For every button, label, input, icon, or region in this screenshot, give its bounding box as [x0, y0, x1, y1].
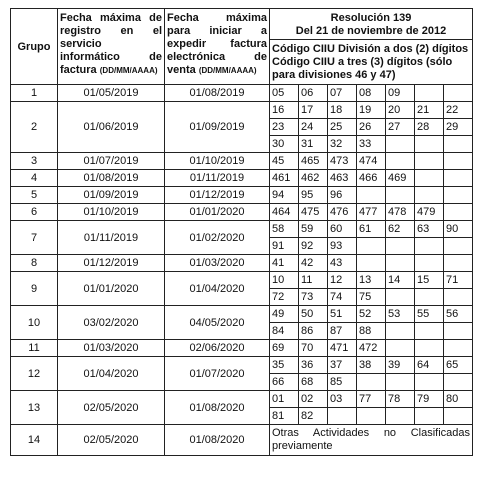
ciiu-code-cell: 474	[357, 153, 386, 170]
table-row	[11, 221, 473, 238]
ciiu-code-cell: 93	[328, 238, 357, 255]
header-fecha-registro-text: Fecha máxima de registro en el servicio informático de factura	[60, 12, 162, 76]
ciiu-code-cell: 64	[415, 357, 444, 374]
ciiu-code-cell: 09	[386, 85, 415, 102]
ciiu-code-cell: 31	[299, 136, 328, 153]
ciiu-code-cell: 12	[328, 272, 357, 289]
expedir-date-cell: 01/07/2020	[165, 357, 270, 391]
expedir-date-cell: 02/06/2020	[165, 340, 270, 357]
table-row	[11, 272, 473, 289]
grupo-cell: 10	[11, 306, 58, 340]
ciiu-code-cell: 18	[328, 102, 357, 119]
ciiu-code-cell: 58	[270, 221, 299, 238]
registro-date-cell: 01/09/2019	[58, 187, 165, 204]
expedir-date-cell: 01/01/2020	[165, 204, 270, 221]
ciiu-code-cell: 461	[270, 170, 299, 187]
registro-date-cell: 01/07/2019	[58, 153, 165, 170]
expedir-date-cell: 01/04/2020	[165, 272, 270, 306]
ciiu-code-cell: 32	[328, 136, 357, 153]
ciiu-code-cell: 45	[270, 153, 299, 170]
expedir-date-cell: 01/03/2020	[165, 255, 270, 272]
expedir-date-cell: 01/08/2020	[165, 425, 270, 456]
expedir-date-cell: 01/11/2019	[165, 170, 270, 187]
ciiu-code-cell: 84	[270, 323, 299, 340]
grupo-cell: 1	[11, 85, 58, 102]
ciiu-code-cell: 43	[328, 255, 357, 272]
expedir-date-cell: 01/10/2019	[165, 153, 270, 170]
ciiu-code-cell	[415, 340, 444, 357]
ciiu-code-cell	[415, 238, 444, 255]
ciiu-code-cell: 82	[299, 408, 328, 425]
ciiu-code-cell: 01	[270, 391, 299, 408]
ciiu-code-cell	[415, 323, 444, 340]
registro-date-cell: 01/10/2019	[58, 204, 165, 221]
ciiu-code-cell: 36	[299, 357, 328, 374]
ciiu-code-cell: 74	[328, 289, 357, 306]
ciiu-code-cell: 16	[270, 102, 299, 119]
ciiu-code-cell: 66	[270, 374, 299, 391]
ciiu-code-cell: 91	[270, 238, 299, 255]
ciiu-code-cell	[415, 255, 444, 272]
ciiu-code-cell: 53	[386, 306, 415, 323]
table-row	[11, 306, 473, 323]
ciiu-code-cell: 70	[299, 340, 328, 357]
ciiu-code-cell	[444, 187, 473, 204]
table-row	[11, 425, 473, 456]
header-resolucion-date: Del 21 de noviembre de 2012	[295, 25, 447, 37]
ciiu-code-cell: 71	[444, 272, 473, 289]
ciiu-code-cell: 23	[270, 119, 299, 136]
ciiu-code-cell: 49	[270, 306, 299, 323]
grupo-cell: 8	[11, 255, 58, 272]
registro-date-cell: 01/08/2019	[58, 170, 165, 187]
ciiu-code-cell: 30	[270, 136, 299, 153]
ciiu-code-cell	[444, 170, 473, 187]
grupo-cell: 7	[11, 221, 58, 255]
ciiu-code-cell: 17	[299, 102, 328, 119]
ciiu-code-cell: 61	[357, 221, 386, 238]
ciiu-code-cell: 465	[299, 153, 328, 170]
ciiu-code-cell	[386, 255, 415, 272]
electronic-invoice-schedule-table	[10, 8, 473, 456]
ciiu-code-cell: 26	[357, 119, 386, 136]
registro-date-cell: 01/05/2019	[58, 85, 165, 102]
ciiu-code-cell: 22	[444, 102, 473, 119]
ciiu-code-cell: 21	[415, 102, 444, 119]
grupo-cell: 9	[11, 272, 58, 306]
grupo-cell: 3	[11, 153, 58, 170]
ciiu-code-cell	[444, 408, 473, 425]
ciiu-code-cell: 90	[444, 221, 473, 238]
ciiu-code-cell: 28	[415, 119, 444, 136]
ciiu-code-cell: 96	[328, 187, 357, 204]
ciiu-code-cell: 20	[386, 102, 415, 119]
ciiu-code-cell	[444, 340, 473, 357]
ciiu-code-cell: 10	[270, 272, 299, 289]
ciiu-code-cell: 29	[444, 119, 473, 136]
table-row	[11, 85, 473, 102]
ciiu-code-cell: 87	[328, 323, 357, 340]
table-row	[11, 204, 473, 221]
ciiu-code-cell: 56	[444, 306, 473, 323]
ciiu-code-cell: 469	[386, 170, 415, 187]
table-row	[11, 357, 473, 374]
ciiu-code-cell: 73	[299, 289, 328, 306]
ciiu-code-cell	[415, 408, 444, 425]
header-fecha-expedir	[165, 9, 270, 85]
header-fecha-expedir-text: Fecha máxima para iniciar a expedir factura electrónica de venta	[167, 12, 267, 76]
ciiu-code-cell	[386, 408, 415, 425]
ciiu-code-cell: 88	[357, 323, 386, 340]
ciiu-code-cell	[357, 238, 386, 255]
ciiu-code-cell	[444, 153, 473, 170]
table-row	[11, 153, 473, 170]
registro-date-cell: 01/11/2019	[58, 221, 165, 255]
grupo-cell: 6	[11, 204, 58, 221]
grupo-cell: 14	[11, 425, 58, 456]
expedir-date-cell: 01/12/2019	[165, 187, 270, 204]
ciiu-code-cell: 03	[328, 391, 357, 408]
ciiu-code-cell: 06	[299, 85, 328, 102]
table-row	[11, 170, 473, 187]
ciiu-code-cell	[386, 340, 415, 357]
ciiu-code-cell: 92	[299, 238, 328, 255]
ciiu-code-cell	[386, 136, 415, 153]
ciiu-code-cell: 08	[357, 85, 386, 102]
header-fecha-registro-format: (DD/MM/AAAA)	[99, 66, 158, 75]
ciiu-code-cell: 35	[270, 357, 299, 374]
registro-date-cell: 01/12/2019	[58, 255, 165, 272]
ciiu-code-cell	[444, 204, 473, 221]
header-codigo-tres: Código CIIU a tres (3) dígitos (sólo para divisiones 46 y 47)	[272, 55, 453, 81]
ciiu-code-cell	[415, 289, 444, 306]
header-grupo: Grupo	[11, 9, 58, 85]
ciiu-code-cell: 38	[357, 357, 386, 374]
header-codigos	[270, 40, 473, 85]
ciiu-code-cell: 77	[357, 391, 386, 408]
ciiu-code-cell: 473	[328, 153, 357, 170]
ciiu-code-cell: 11	[299, 272, 328, 289]
ciiu-code-cell: 78	[386, 391, 415, 408]
ciiu-code-cell	[357, 374, 386, 391]
ciiu-code-cell	[415, 136, 444, 153]
ciiu-code-cell: 466	[357, 170, 386, 187]
ciiu-code-cell: 463	[328, 170, 357, 187]
ciiu-code-cell: 86	[299, 323, 328, 340]
ciiu-code-cell: 85	[328, 374, 357, 391]
ciiu-code-cell: 52	[357, 306, 386, 323]
header-codigo-dos: Código CIIU División a dos (2) dígitos	[272, 42, 469, 55]
ciiu-code-cell: 07	[328, 85, 357, 102]
grupo-cell: 2	[11, 102, 58, 153]
ciiu-code-cell: 478	[386, 204, 415, 221]
expedir-date-cell: 01/08/2020	[165, 391, 270, 425]
grupo-cell: 13	[11, 391, 58, 425]
ciiu-code-cell: 60	[328, 221, 357, 238]
ciiu-code-cell: 55	[415, 306, 444, 323]
ciiu-code-cell: 464	[270, 204, 299, 221]
schedule-table-body	[11, 85, 473, 456]
ciiu-code-cell: 33	[357, 136, 386, 153]
ciiu-code-cell: 477	[357, 204, 386, 221]
ciiu-code-cell: 39	[386, 357, 415, 374]
table-row	[11, 187, 473, 204]
ciiu-code-cell: 79	[415, 391, 444, 408]
ciiu-code-cell: 37	[328, 357, 357, 374]
ciiu-code-cell	[386, 323, 415, 340]
header-fecha-expedir-format: (DD/MM/AAAA)	[198, 66, 257, 75]
ciiu-code-cell	[357, 408, 386, 425]
registro-date-cell: 02/05/2020	[58, 391, 165, 425]
ciiu-code-cell	[386, 187, 415, 204]
registro-date-cell: 03/02/2020	[58, 306, 165, 340]
header-fecha-registro	[58, 9, 165, 85]
expedir-date-cell: 04/05/2020	[165, 306, 270, 340]
ciiu-code-cell	[357, 255, 386, 272]
ciiu-code-cell: 24	[299, 119, 328, 136]
ciiu-code-cell	[444, 323, 473, 340]
ciiu-code-cell: 476	[328, 204, 357, 221]
schedule-table-container	[10, 8, 473, 456]
grupo-cell: 5	[11, 187, 58, 204]
ciiu-code-cell: 462	[299, 170, 328, 187]
table-row	[11, 255, 473, 272]
ciiu-code-cell: 94	[270, 187, 299, 204]
ciiu-code-cell: 68	[299, 374, 328, 391]
ciiu-code-cell: 471	[328, 340, 357, 357]
expedir-date-cell: 01/02/2020	[165, 221, 270, 255]
ciiu-code-cell: 479	[415, 204, 444, 221]
ciiu-code-cell	[386, 374, 415, 391]
expedir-date-cell: 01/09/2019	[165, 102, 270, 153]
registro-date-cell: 01/04/2020	[58, 357, 165, 391]
ciiu-code-cell	[444, 238, 473, 255]
ciiu-code-cell	[386, 153, 415, 170]
ciiu-code-cell: 59	[299, 221, 328, 238]
ciiu-code-cell: 05	[270, 85, 299, 102]
ciiu-code-cell: 95	[299, 187, 328, 204]
grupo-cell: 4	[11, 170, 58, 187]
ciiu-code-cell	[415, 170, 444, 187]
ciiu-code-cell: 63	[415, 221, 444, 238]
table-row	[11, 102, 473, 119]
ciiu-code-cell: 27	[386, 119, 415, 136]
registro-date-cell: 01/06/2019	[58, 102, 165, 153]
ciiu-code-cell	[386, 289, 415, 306]
ciiu-code-cell	[415, 374, 444, 391]
ciiu-code-cell: 13	[357, 272, 386, 289]
header-resolucion-title: Resolución 139	[330, 12, 412, 24]
ciiu-code-cell	[444, 255, 473, 272]
ciiu-code-cell: 472	[357, 340, 386, 357]
ciiu-code-cell: 475	[299, 204, 328, 221]
ciiu-code-cell	[444, 289, 473, 306]
ciiu-code-cell	[357, 187, 386, 204]
ciiu-code-cell: 41	[270, 255, 299, 272]
ciiu-code-cell: 19	[357, 102, 386, 119]
ciiu-code-cell	[386, 238, 415, 255]
ciiu-code-cell: 81	[270, 408, 299, 425]
ciiu-code-cell	[415, 187, 444, 204]
registro-date-cell: 02/05/2020	[58, 425, 165, 456]
ciiu-code-cell: 50	[299, 306, 328, 323]
ciiu-code-cell: 80	[444, 391, 473, 408]
ciiu-code-cell	[444, 374, 473, 391]
ciiu-code-cell	[415, 85, 444, 102]
ciiu-code-cell: 69	[270, 340, 299, 357]
table-row	[11, 340, 473, 357]
ciiu-code-cell: 25	[328, 119, 357, 136]
table-row	[11, 391, 473, 408]
ciiu-code-cell: 51	[328, 306, 357, 323]
ciiu-code-cell	[328, 408, 357, 425]
ciiu-code-cell: 15	[415, 272, 444, 289]
ciiu-code-cell: 72	[270, 289, 299, 306]
ciiu-code-cell	[444, 85, 473, 102]
other-activities-cell: Otras Actividades no Clasificadas previamente	[270, 425, 473, 456]
ciiu-code-cell	[415, 153, 444, 170]
grupo-cell: 11	[11, 340, 58, 357]
ciiu-code-cell: 65	[444, 357, 473, 374]
header-resolucion	[270, 9, 473, 40]
ciiu-code-cell: 14	[386, 272, 415, 289]
ciiu-code-cell: 75	[357, 289, 386, 306]
ciiu-code-cell: 42	[299, 255, 328, 272]
expedir-date-cell: 01/08/2019	[165, 85, 270, 102]
registro-date-cell: 01/03/2020	[58, 340, 165, 357]
ciiu-code-cell	[444, 136, 473, 153]
grupo-cell: 12	[11, 357, 58, 391]
ciiu-code-cell: 02	[299, 391, 328, 408]
ciiu-code-cell: 62	[386, 221, 415, 238]
registro-date-cell: 01/01/2020	[58, 272, 165, 306]
